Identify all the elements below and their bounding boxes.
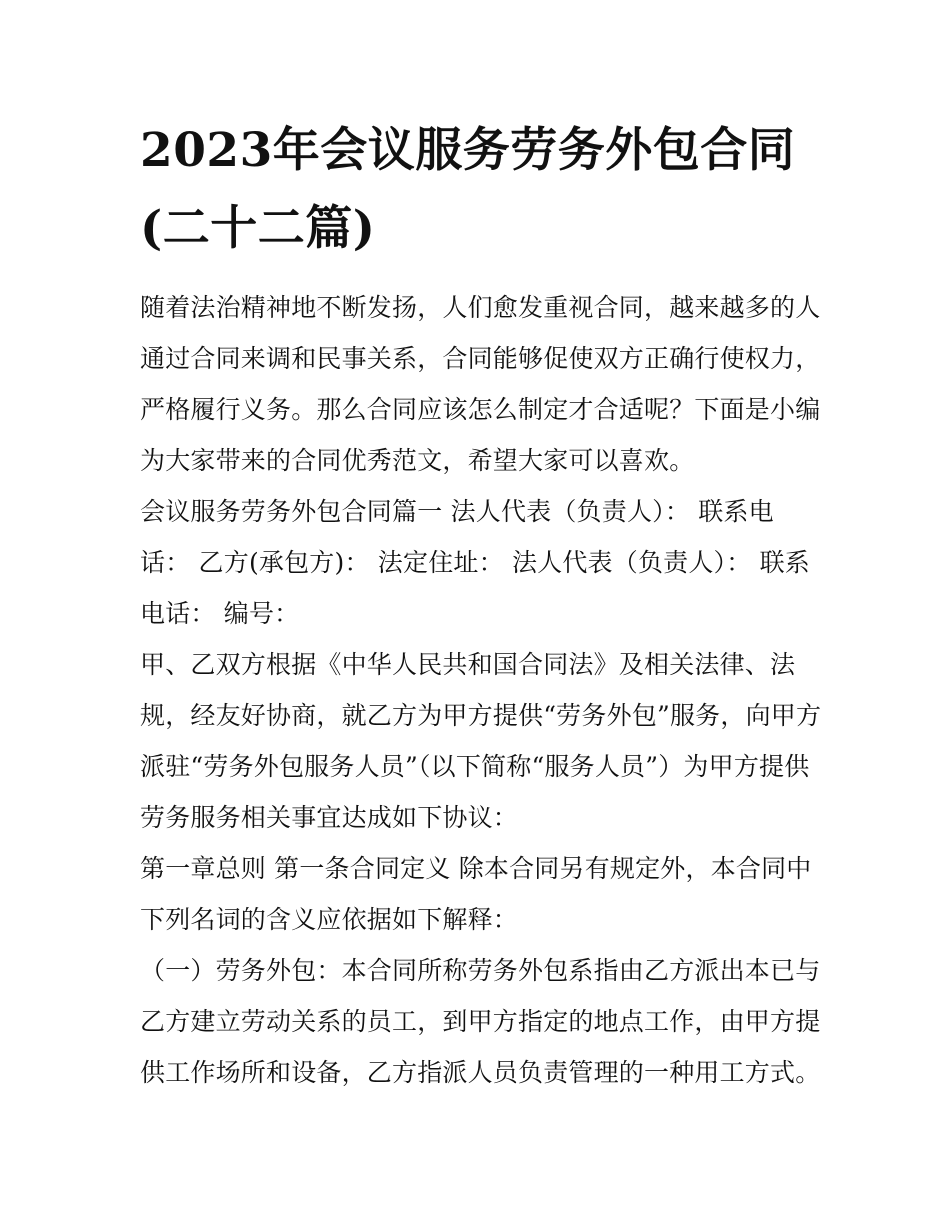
text-line: 派驻“劳务外包服务人员”（以下简称“服务人员”）为甲方提供: [140, 752, 810, 781]
text-line: 会议服务劳务外包合同篇一 法人代表（负责人）： 联系电: [140, 497, 774, 526]
text-line: 电话： 编号：: [140, 599, 300, 628]
text-line: 下列名词的含义应依据如下解释：: [140, 905, 519, 934]
text-line: 第一章总则 第一条合同定义 除本合同另有规定外，本合同中: [140, 854, 812, 883]
text-line: 供工作场所和设备，乙方指派人员负责管理的一种用工方式。: [140, 1058, 821, 1087]
text-line: 话： 乙方(承包方)： 法定住址： 法人代表（负责人）： 联系: [140, 548, 810, 577]
title-line: (二十二篇): [140, 201, 376, 256]
text-line: 为大家带来的合同优秀范文，希望大家可以喜欢。: [140, 446, 695, 475]
text-line: 甲、乙双方根据《中华人民共和国合同法》及相关法律、法: [140, 650, 796, 679]
parties-paragraph: [140, 486, 812, 639]
definition-paragraph: [140, 945, 821, 1098]
text-line: 规，经友好协商，就乙方为甲方提供“劳务外包”服务，向甲方: [140, 701, 822, 730]
document-page: [140, 112, 822, 1098]
text-line: 通过合同来调和民事关系，合同能够促使双方正确行使权力，: [140, 344, 821, 373]
agreement-paragraph: [140, 639, 822, 843]
text-line: （一）劳务外包：本合同所称劳务外包系指由乙方派出本已与: [140, 956, 821, 985]
text-line: 乙方建立劳动关系的员工，到甲方指定的地点工作，由甲方提: [140, 1007, 821, 1036]
text-line: 劳务服务相关事宜达成如下协议：: [140, 803, 519, 832]
title-line: 2023年会议服务劳务外包合同: [140, 123, 796, 178]
text-line: 随着法治精神地不断发扬，人们愈发重视合同，越来越多的人: [140, 293, 821, 322]
document-title: [140, 112, 812, 268]
intro-paragraph: [140, 282, 821, 486]
text-line: 严格履行义务。那么合同应该怎么制定才合适呢？下面是小编: [140, 395, 821, 424]
chapter-one-paragraph: [140, 843, 812, 945]
